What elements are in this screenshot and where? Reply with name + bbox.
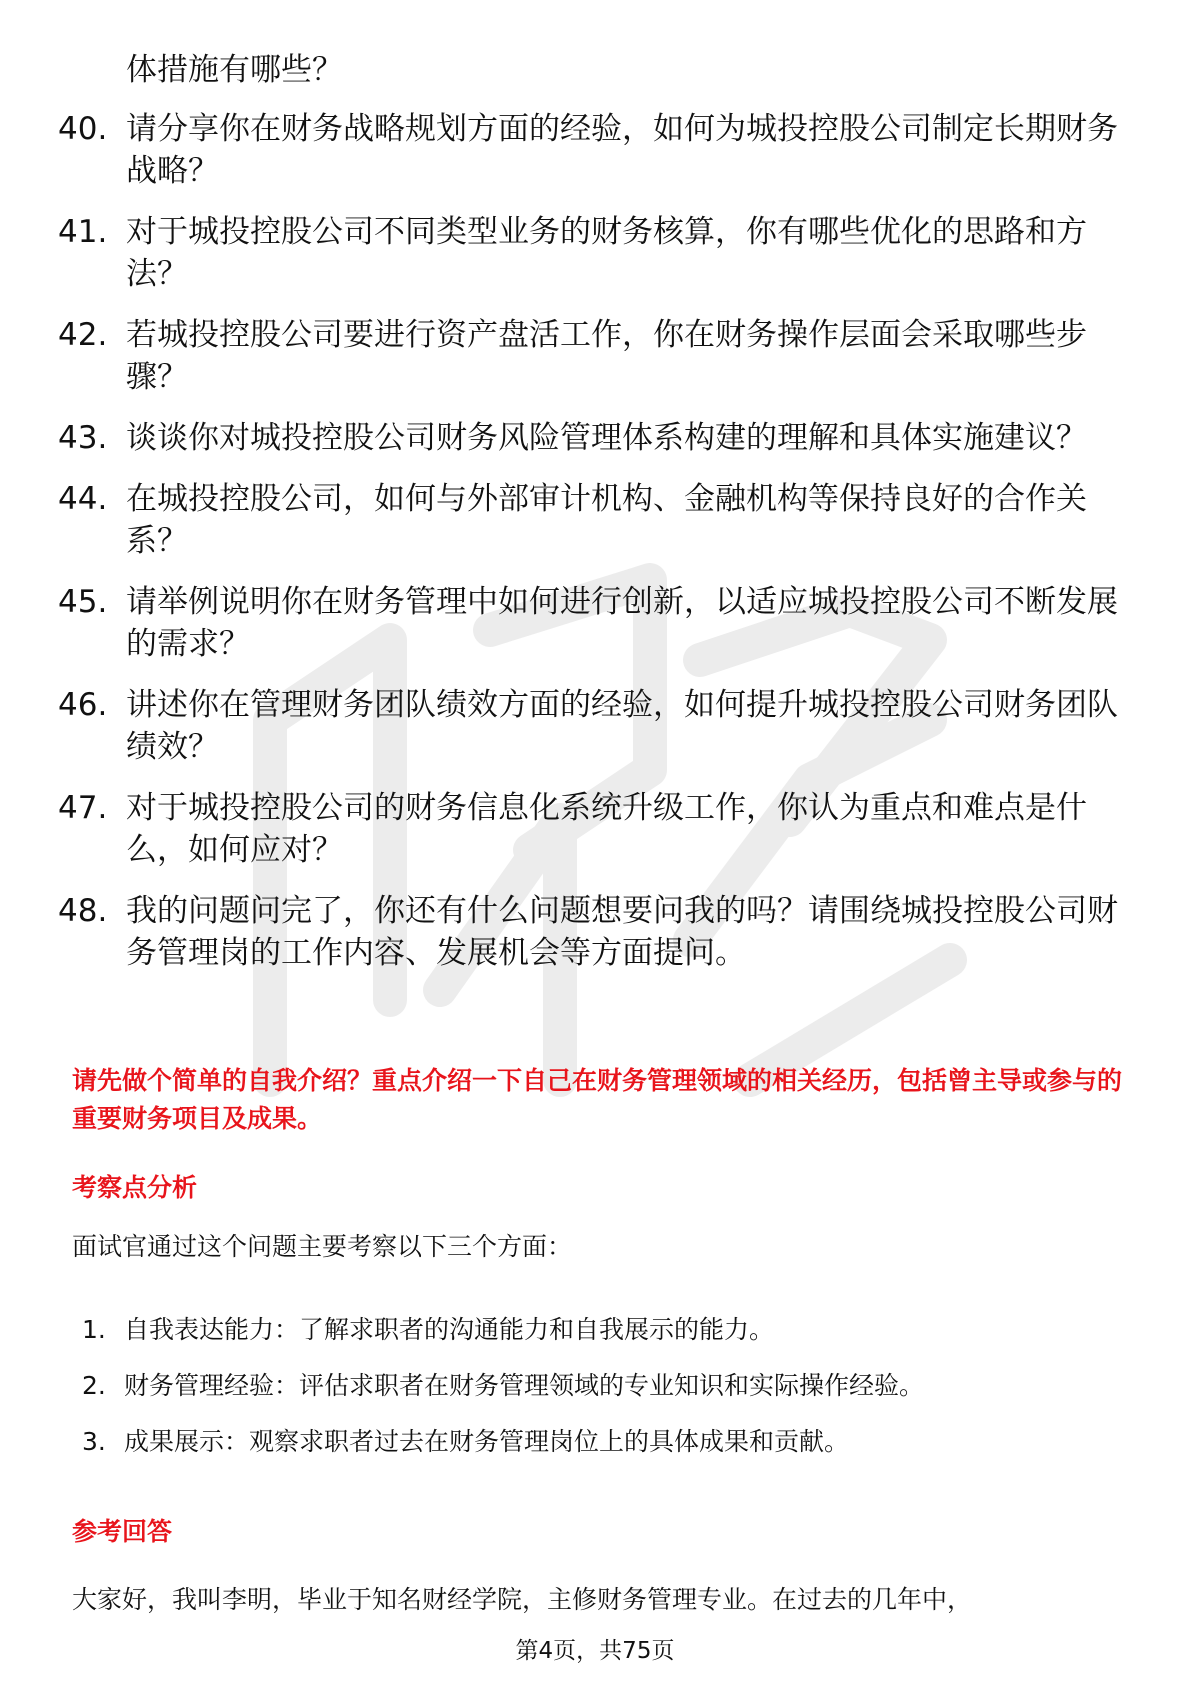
question-number: 47.: [58, 790, 108, 826]
question-item: [58, 108, 1118, 192]
question-text: 请分享你在财务战略规划方面的经验，如何为城投控股公司制定长期财务战略？: [126, 111, 1118, 189]
question-number: 45.: [58, 584, 108, 620]
analysis-point-text: 自我表达能力：了解求职者的沟通能力和自我展示的能力。: [124, 1315, 775, 1344]
analysis-point-text: 成果展示：观察求职者过去在财务管理岗位上的具体成果和贡献。: [124, 1427, 850, 1456]
analysis-heading: 考察点分析: [72, 1173, 198, 1202]
question-list: [58, 108, 1118, 993]
question-text: 若城投控股公司要进行资产盘活工作，你在财务操作层面会采取哪些步骤？: [126, 317, 1087, 395]
question-item: [58, 684, 1118, 768]
question-item: [58, 478, 1118, 562]
analysis-point-number: 1.: [82, 1315, 106, 1344]
question-text: 讲述你在管理财务团队绩效方面的经验，如何提升城投控股公司财务团队绩效？: [126, 687, 1118, 765]
reference-answer-heading: 参考回答: [72, 1517, 173, 1546]
question-item: [58, 890, 1118, 974]
analysis-point: [82, 1313, 1122, 1347]
analysis-point-text: 财务管理经验：评估求职者在财务管理领域的专业知识和实际操作经验。: [124, 1371, 925, 1400]
analysis-point-number: 2.: [82, 1371, 106, 1400]
question-item: [58, 211, 1118, 295]
analysis-point: [82, 1369, 1122, 1403]
question-text: 对于城投控股公司不同类型业务的财务核算，你有哪些优化的思路和方法？: [126, 214, 1087, 292]
question-text: 在城投控股公司，如何与外部审计机构、金融机构等保持良好的合作关系？: [126, 481, 1087, 559]
question-number: 44.: [58, 481, 108, 517]
question-number: 48.: [58, 893, 108, 929]
question-item: [58, 417, 1118, 459]
continued-question-text: 体措施有哪些？: [126, 52, 343, 88]
question-item: [58, 787, 1118, 871]
question-text: 我的问题问完了，你还有什么问题想要问我的吗？请围绕城投控股公司财务管理岗的工作内容、发展机会等方面提问。: [126, 893, 1118, 971]
analysis-point-number: 3.: [82, 1427, 106, 1456]
analysis-point-list: [82, 1313, 1122, 1481]
question-number: 41.: [58, 214, 108, 250]
question-item: [58, 581, 1118, 665]
question-number: 40.: [58, 111, 108, 147]
analysis-intro: 面试官通过这个问题主要考察以下三个方面：: [72, 1232, 573, 1261]
analysis-point: [82, 1425, 1122, 1459]
question-number: 42.: [58, 317, 108, 353]
question-number: 43.: [58, 420, 108, 456]
question-text: 对于城投控股公司的财务信息化系统升级工作，你认为重点和难点是什么，如何应对？: [126, 790, 1087, 868]
page-number: 第4页，共75页: [515, 1638, 675, 1664]
featured-question: 请先做个简单的自我介绍？重点介绍一下自己在财务管理领域的相关经历，包括曾主导或参与的重要财务项目及成果。: [72, 1066, 1123, 1133]
question-number: 46.: [58, 687, 108, 723]
question-item: [58, 314, 1118, 398]
question-text: 请举例说明你在财务管理中如何进行创新，以适应城投控股公司不断发展的需求？: [126, 584, 1118, 662]
reference-answer-text: 大家好，我叫李明，毕业于知名财经学院，主修财务管理专业。在过去的几年中，: [72, 1585, 973, 1614]
question-text: 谈谈你对城投控股公司财务风险管理体系构建的理解和具体实施建议？: [126, 420, 1087, 456]
